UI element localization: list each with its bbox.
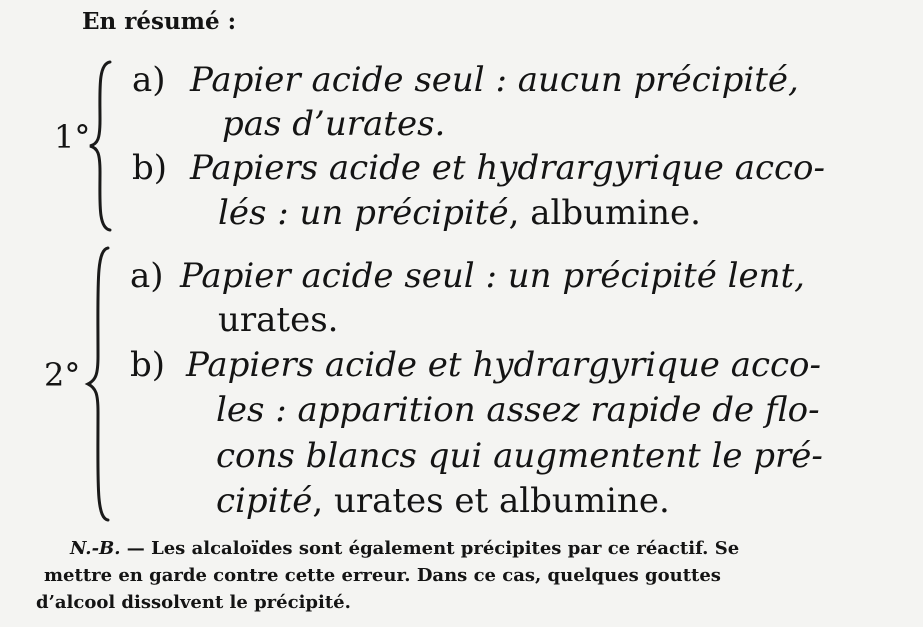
section-1b-line2 bbox=[218, 193, 701, 233]
section-1b-line1: Papiers acide et hydrargyrique acco- bbox=[190, 148, 826, 188]
section-2a-line1: Papier acide seul : un précipité lent, bbox=[180, 256, 805, 296]
left-brace-2 bbox=[86, 246, 110, 522]
section-2b-line1: Papiers acide et hydrargyrique acco- bbox=[186, 345, 822, 385]
note-prefix: N.-B. bbox=[70, 538, 121, 559]
section-2b-line4 bbox=[216, 481, 670, 521]
section-2b-line3: cons blancs qui augmentent le pré- bbox=[216, 436, 823, 476]
section-1a-label: a) bbox=[132, 60, 166, 100]
section-1a-line1: Papier acide seul : aucun précipité, bbox=[190, 60, 799, 100]
section-1b-line2-italic: lés : un précipité bbox=[218, 193, 509, 233]
section-2a-line2: urates. bbox=[218, 300, 339, 340]
note-line-1-text: — Les alcaloïdes sont également précipites par ce réactif. Se bbox=[120, 538, 740, 559]
section-1-number: 1° bbox=[54, 118, 91, 156]
section-1b-label: b) bbox=[132, 148, 168, 188]
section-2b-line4-italic: cipité bbox=[216, 481, 313, 521]
summary-heading: En résumé : bbox=[82, 8, 237, 35]
section-2b-line4-plain: , urates et albumine. bbox=[312, 481, 670, 521]
section-2-number: 2° bbox=[44, 356, 81, 394]
note-line-3: d’alcool dissolvent le précipité. bbox=[36, 592, 351, 613]
section-1a-line2: pas d’urates. bbox=[222, 104, 446, 144]
note-line-2: mettre en garde contre cette erreur. Dans ce cas, quelques gouttes bbox=[44, 565, 721, 586]
section-2b-label: b) bbox=[130, 345, 166, 385]
section-2a-label: a) bbox=[130, 256, 164, 296]
left-brace-1 bbox=[88, 60, 112, 232]
section-1b-line2-plain: , albumine. bbox=[508, 193, 701, 233]
note-line-1 bbox=[70, 538, 739, 559]
section-2b-line2: les : apparition assez rapide de flo- bbox=[216, 390, 820, 430]
